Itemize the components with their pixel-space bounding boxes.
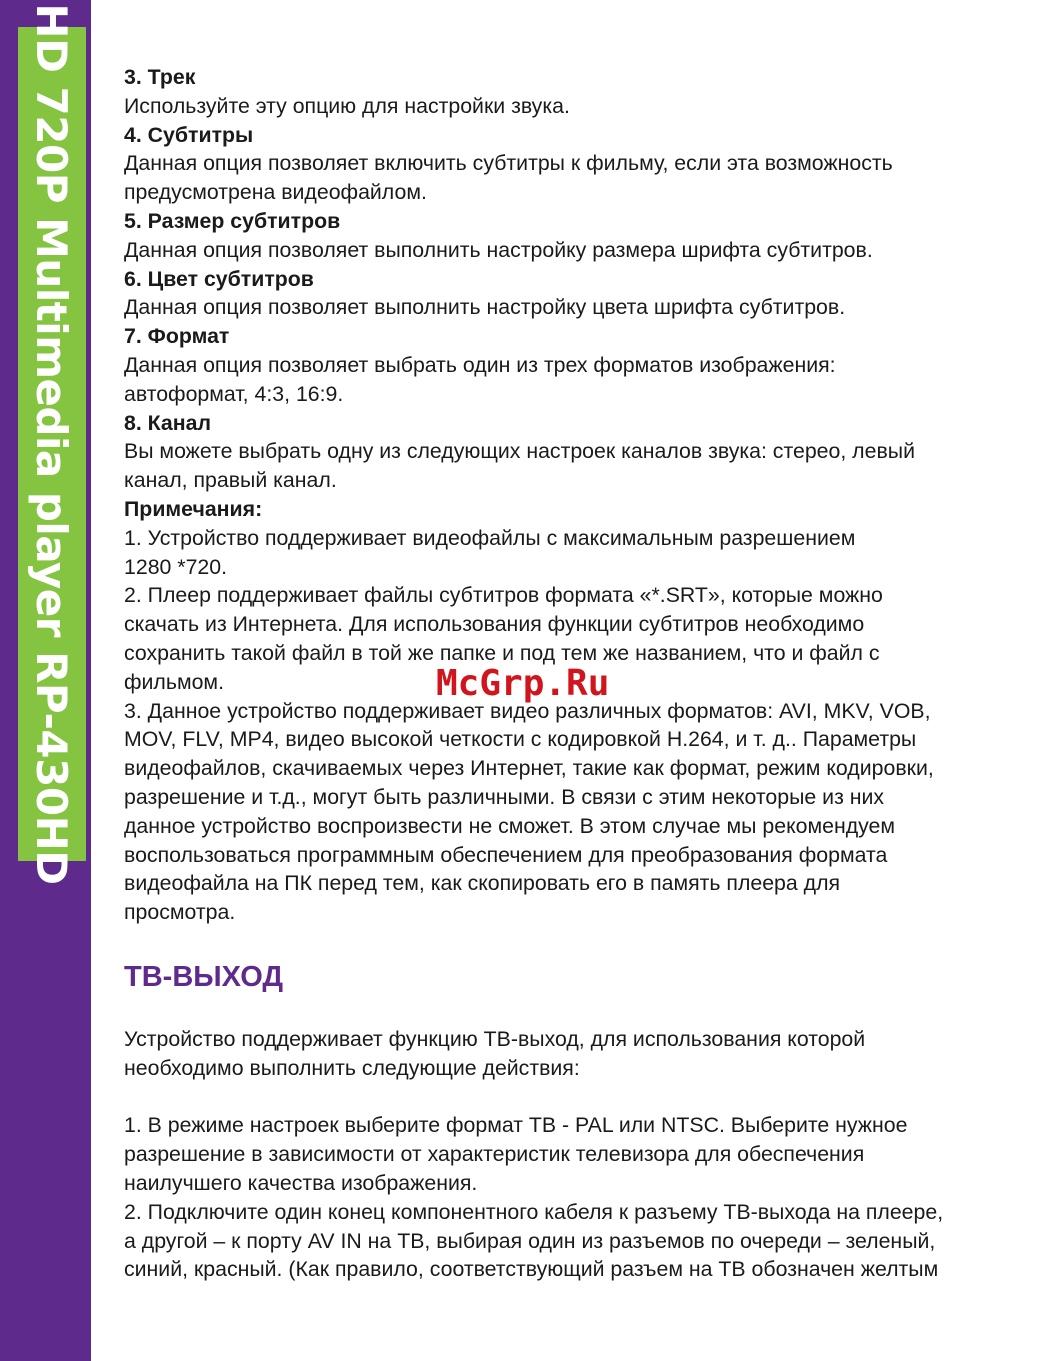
section-title: ТВ-ВЫХОД (124, 961, 284, 993)
item-text: Используйте эту опцию для настройки звука. (124, 93, 570, 118)
item-heading: 6. Цвет субтитров (124, 266, 314, 291)
intro-line: необходимо выполнить следующие действия: (124, 1055, 580, 1080)
item-text: предусмотрена видеофайлом. (124, 180, 427, 205)
step-line: синий, красный. (Как правило, соответствующий разъем на ТВ обозначен желтым (124, 1257, 939, 1282)
item-heading: 4. Субтитры (124, 122, 254, 147)
product-title: HD 720P Multimedia player RP-430HD (27, 3, 77, 885)
note-line: 2. Плеер поддерживает файлы субтитров формата «*.SRT», которые можно (124, 583, 883, 608)
item-heading: 7. Формат (124, 324, 230, 349)
note-line: воспользоваться программным обеспечением для преобразования формата (124, 842, 888, 867)
note-line: 1280 *720. (124, 554, 228, 579)
item-text: Данная опция позволяет выбрать один из трех форматов изображения: (124, 352, 836, 377)
note-line: сохранить такой файл в той же папке и под тем же названием, что и файл с (124, 640, 880, 665)
item-text: Данная опция позволяет выполнить настройку цвета шрифта субтитров. (124, 295, 846, 320)
note-line: скачать из Интернета. Для использования функции субтитров необходимо (124, 612, 865, 637)
note-line: 3. Данное устройство поддерживает видео различных форматов: AVI, MKV, VOB, (124, 698, 931, 723)
watermark: McGrp.Ru (436, 663, 610, 704)
step-line: разрешение в зависимости от характеристик телевизора для обеспечения (124, 1142, 865, 1167)
item-text: Вы можете выбрать одну из следующих настроек каналов звука: стерео, левый (124, 439, 915, 464)
item-text: канал, правый канал. (124, 468, 337, 493)
item-heading: 5. Размер субтитров (124, 208, 341, 233)
notes-heading: Примечания: (124, 496, 263, 521)
note-line: видеофайлов, скачиваемых через Интернет, такие как формат, режим кодировки, (124, 756, 934, 781)
note-line: данное устройство воспроизвести не сможет. В этом случае мы рекомендуем (124, 813, 896, 838)
options-list (124, 63, 1060, 927)
step-line: 1. В режиме настроек выберите формат ТВ - PAL или NTSC. Выберите нужное (124, 1113, 908, 1138)
note-line: разрешение и т.д., могут быть различными. В связи с этим некоторые из них (124, 784, 885, 809)
item-heading: 3. Трек (124, 65, 196, 89)
tv-section-body (124, 1025, 1060, 1284)
item-text: Данная опция позволяет выполнить настройку размера шрифта субтитров. (124, 237, 873, 262)
step-line: наилучшего качества изображения. (124, 1170, 478, 1195)
note-line: просмотра. (124, 900, 236, 925)
note-line: MOV, FLV, MP4, видео высокой четкости с кодировкой H.264, и т. д.. Параметры (124, 727, 917, 752)
step-line: 2. Подключите один конец компонентного кабеля к разъему ТВ-выхода на плеере, (124, 1199, 944, 1224)
step-line: а другой – к порту AV IN на ТВ, выбирая один из разъемов по очереди – зеленый, (124, 1228, 936, 1253)
intro-line: Устройство поддерживает функцию ТВ-выход, для использования которой (124, 1027, 866, 1051)
paragraph-gap (124, 1083, 1060, 1112)
item-heading: 8. Канал (124, 410, 212, 435)
item-text: автоформат, 4:3, 16:9. (124, 381, 344, 406)
note-line: 1. Устройство поддерживает видеофайлы с максимальным разрешением (124, 525, 856, 550)
item-text: Данная опция позволяет включить субтитры к фильму, если эта возможность (124, 151, 893, 176)
note-line: фильмом. (124, 669, 224, 694)
note-line: видеофайла на ПК перед тем, как скопировать его в память плеера для (124, 871, 841, 896)
